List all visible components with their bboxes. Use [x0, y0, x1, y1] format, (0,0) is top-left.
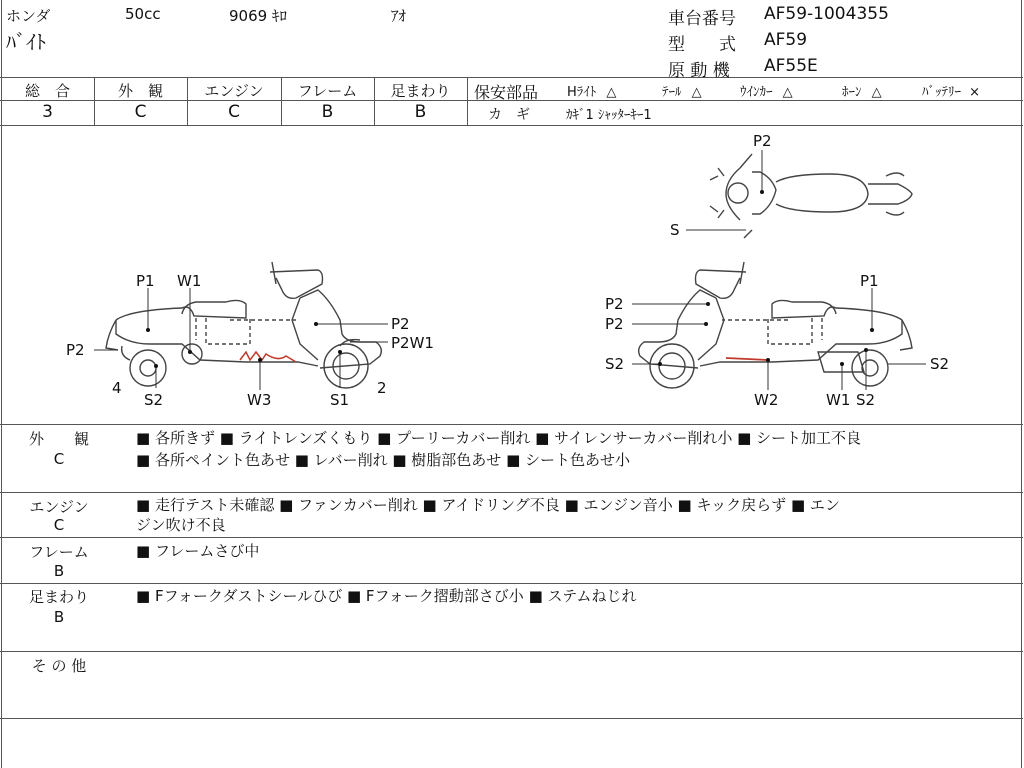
key-label: カ ギ — [488, 107, 530, 123]
damage-mark-w2 — [726, 358, 768, 360]
engine-label: 原 動 機 — [668, 61, 730, 81]
section-grade-suspension: B — [53, 608, 65, 626]
grade-suspension: B — [414, 102, 427, 122]
safety-item-tail — [662, 81, 702, 100]
engine-value: AF55E — [764, 56, 818, 76]
grade-header-total: 総 合 — [24, 82, 70, 100]
safety-item-label: ｳｲﾝｶｰ — [740, 85, 773, 100]
safety-item-label: Hﾗｲﾄ — [567, 85, 597, 100]
section-lines-engine — [136, 495, 1016, 535]
comment-line: ■ 各所きず ■ ライトレンズくもり ■ プーリーカバー削れ ■ サイレンサーカバー削れ小 ■ シート加工不良 — [136, 429, 862, 447]
key-value: ｶｷﾞ1 ｼｬｯﾀｰｷｰ1 — [566, 108, 652, 123]
diagram-label: W2 — [754, 391, 779, 409]
grade-header-suspension: 足まわり — [390, 82, 451, 100]
diagram-label: W3 — [247, 391, 272, 409]
type-label: 型 式 — [668, 35, 736, 55]
section-grade-exterior: C — [53, 450, 65, 468]
diagram-label: S2 — [930, 355, 950, 373]
damage-mark-w3 — [240, 352, 296, 362]
safety-item-label: ﾎｰﾝ — [842, 85, 862, 100]
safety-item-battery — [922, 81, 980, 100]
grade-header-engine: エンジン — [204, 82, 264, 100]
diagram-label: W1 — [826, 391, 851, 409]
grade-header-exterior: 外 観 — [117, 82, 163, 100]
diagram-label: W1 — [177, 272, 202, 290]
diagram-label: S1 — [330, 391, 350, 409]
section-label-suspension: 足まわり — [28, 588, 89, 606]
safety-mark: × — [969, 85, 981, 100]
comment-line: ■ 走行テスト未確認 ■ ファンカバー削れ ■ アイドリング不良 ■ エンジン音小 ■ キック戻らず ■ エン — [136, 496, 840, 514]
rule-other-bottom — [0, 718, 1023, 719]
section-lines-exterior — [136, 427, 1016, 471]
section-grade-engine: C — [53, 516, 65, 534]
body-color: ｱｵ — [391, 7, 407, 25]
mileage: 9069 ｷﾛ — [229, 7, 287, 25]
diagram-label: 4 — [112, 379, 122, 397]
grade-exterior: C — [134, 102, 147, 122]
grade-divider-5 — [467, 77, 468, 125]
section-label-frame: フレーム — [29, 543, 89, 561]
safety-mark: △ — [691, 85, 702, 100]
diagram-label: P2 — [391, 315, 410, 333]
diagram-label: P1 — [860, 272, 879, 290]
safety-item-label: ﾊﾞｯﾃﾘｰ — [922, 85, 961, 100]
safety-item-winker — [740, 81, 793, 100]
maker: ホンダ — [6, 7, 51, 25]
grade-frame: B — [321, 102, 334, 122]
rule-header-bottom — [0, 77, 1023, 78]
rule-diagram-bottom — [0, 424, 1023, 425]
diagram-label: P2W1 — [391, 334, 434, 352]
diagram-label: S2 — [856, 391, 876, 409]
diagram-label: P2 — [66, 341, 85, 359]
diagram-label: P2 — [605, 295, 624, 313]
displacement: 50cc — [125, 5, 161, 23]
comment-line: ジン吹け不良 — [136, 516, 226, 534]
rule-exterior-bottom — [0, 492, 1023, 493]
safety-mark: △ — [871, 85, 882, 100]
section-label-other: そ の 他 — [31, 657, 87, 675]
frame-no-label: 車台番号 — [668, 9, 736, 29]
section-lines-frame — [136, 540, 1016, 562]
safety-title: 保安部品 — [474, 83, 539, 102]
grade-engine: C — [228, 102, 240, 122]
comment-line: ■ フレームさび中 — [136, 542, 260, 560]
scooter-top-view — [710, 154, 912, 238]
safety-mark: △ — [606, 85, 617, 100]
model-name: ﾊﾞｲﾄ — [6, 30, 46, 54]
section-lines-suspension — [136, 585, 1016, 607]
frame-no: AF59-1004355 — [764, 4, 889, 24]
rule-engine-bottom — [0, 537, 1023, 538]
leader-lines — [94, 150, 926, 390]
rule-frame-bottom — [0, 583, 1023, 584]
diagram-label: P2 — [753, 132, 772, 150]
safety-item-label: ﾃｰﾙ — [662, 85, 682, 100]
section-label-exterior: 外 観 — [28, 430, 89, 448]
safety-item-horn — [842, 81, 882, 100]
grade-header-frame: フレーム — [297, 82, 358, 100]
diagram-label: S2 — [144, 391, 164, 409]
diagram-label: S — [670, 221, 680, 239]
section-label-engine: エンジン — [29, 498, 89, 516]
section-grade-frame: B — [53, 562, 65, 580]
comment-line: ■ 各所ペイント色あせ ■ レバー削れ ■ 樹脂部色あせ ■ シート色あせ小 — [136, 451, 631, 469]
damage-diagram — [0, 126, 1022, 424]
rule-suspension-bottom — [0, 651, 1023, 652]
safety-mark: △ — [782, 85, 793, 100]
safety-item-headlight — [567, 81, 616, 100]
diagram-label: P1 — [136, 272, 155, 290]
diagram-label: P2 — [605, 315, 624, 333]
diagram-label: 2 — [377, 379, 387, 397]
type-value: AF59 — [764, 30, 808, 50]
grade-total: 3 — [42, 102, 53, 122]
comment-line: ■ Fフォークダストシールひび ■ Fフォーク摺動部さび小 ■ ステムねじれ — [136, 587, 637, 605]
diagram-label: S2 — [605, 355, 625, 373]
